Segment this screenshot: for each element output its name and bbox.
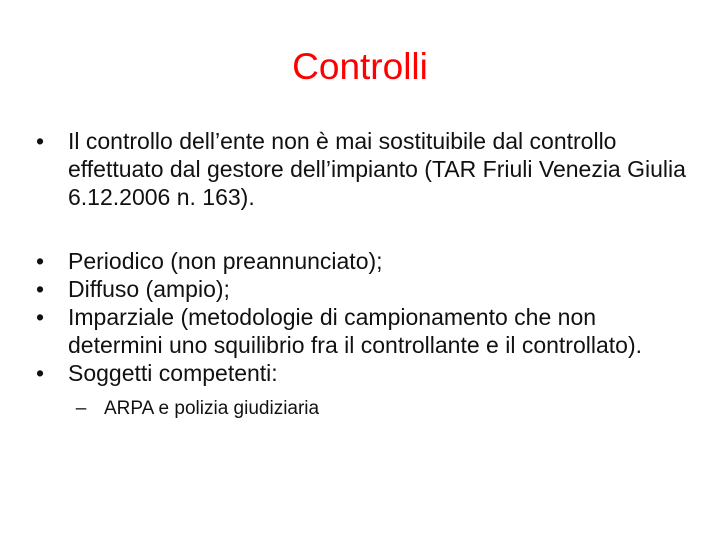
- sub-bullet-text-arpa: ARPA e polizia giudiziaria: [104, 398, 320, 419]
- criteria-bullet-list: [30, 247, 690, 421]
- bullet-item-periodico: [30, 247, 690, 275]
- bullet-dot-icon: •: [35, 276, 45, 302]
- bullet-item-imparziale: [30, 303, 690, 359]
- bullet-dot-icon: •: [35, 248, 45, 274]
- bullet-text-diffuso: Diffuso (ampio);: [68, 276, 230, 302]
- bullet-dot-icon: •: [35, 360, 45, 386]
- intro-bullet-list: [30, 127, 690, 211]
- dash-icon: –: [75, 398, 87, 419]
- bullet-text-imparziale: Imparziale (metodologie di campionamento che non determini uno squilibrio fra il controllante e il controllato).: [68, 304, 643, 358]
- slide-title: Controlli: [292, 46, 428, 87]
- bullet-item-diffuso: [30, 275, 690, 303]
- bullet-dot-icon: •: [35, 304, 45, 330]
- bullet-text-periodico: Periodico (non preannunciato);: [68, 248, 383, 274]
- bullet-item-intro: [30, 127, 690, 211]
- sub-bullet-list: [68, 397, 690, 421]
- sub-bullet-item-arpa: [68, 397, 690, 421]
- bullet-text-soggetti: Soggetti competenti:: [68, 360, 278, 386]
- bullet-text-intro: Il controllo dell’ente non è mai sostituibile dal controllo effettuato dal gestore dell’impianto (TAR Friuli Venezia Giulia 6.12.2006 n. 163).: [68, 128, 686, 210]
- bullet-dot-icon: •: [35, 128, 45, 154]
- bullet-item-soggetti: [30, 359, 690, 421]
